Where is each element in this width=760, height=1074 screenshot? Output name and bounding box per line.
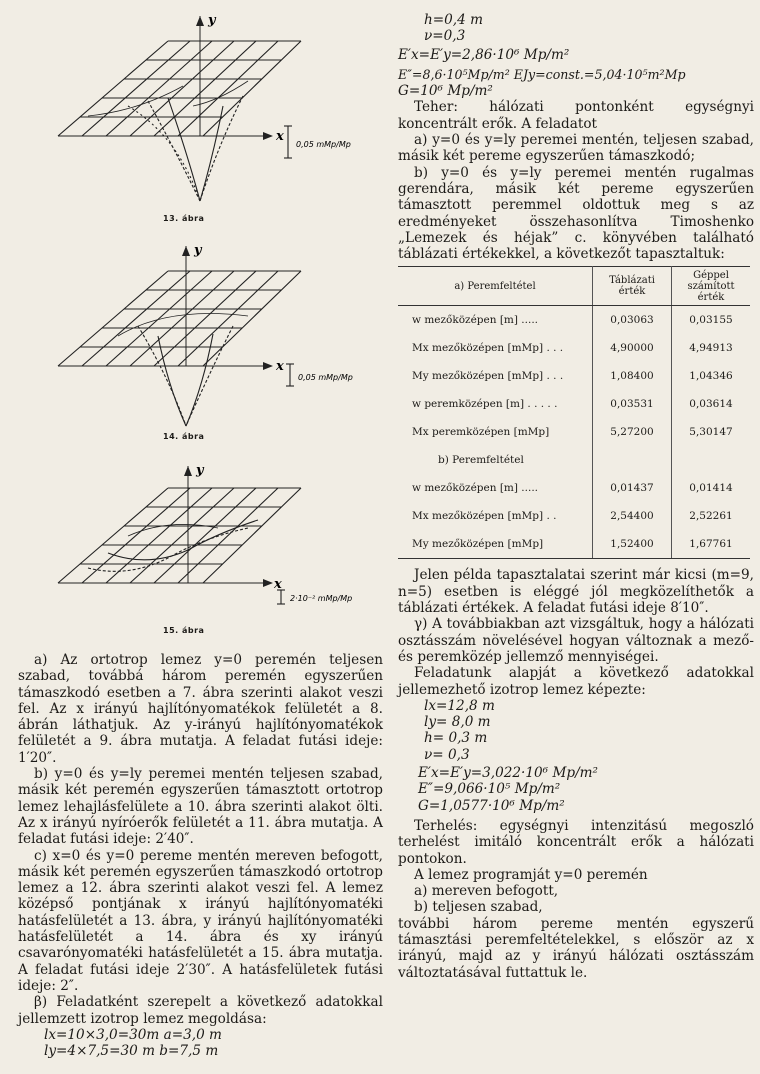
axis-y-label: y bbox=[194, 243, 202, 258]
equation-e2: E″=8,6·10⁵Mp/m² EJy=const.=5,04·10⁵m²Mp bbox=[398, 66, 686, 82]
equation-nu2: ν= 0,3 bbox=[424, 746, 470, 763]
table-row: Mx mezőközépen [mMp] . . . 4,90000 4,94913 bbox=[398, 334, 750, 362]
header-table-value: Táblázati érték bbox=[593, 267, 672, 306]
para-teher: Teher: hálózati pontonként egységnyi koncentrált erők. A feladatot bbox=[398, 99, 754, 132]
para-jelen: Jelen példa tapasztalatai szerint már kicsi (m=9, n=5) esetben is eléggé jól megközelíthetők a táblázati értékek. A feladat futási ideje 8′10″. bbox=[398, 567, 754, 617]
equation-ly2: ly= 8,0 m bbox=[424, 714, 491, 731]
header-computed-value: Géppel számított érték bbox=[672, 267, 751, 306]
para-b: b) y=0 és y=ly peremei mentén teljesen szabad, másik két peremén egyszerűen támasztott ortotrop lemez lehajlásfelülete a 10. ábra szerinti alakot ölti. Az x irányú nyíróerők felületét a 11. ábra mutatja. A feladat futási ideje: 2′40″. bbox=[18, 766, 383, 848]
equation-ly: ly=4×7,5=30 m b=7,5 m bbox=[44, 1043, 219, 1060]
para-beta: β) Feladatként szerepelt a következő adatokkal jellemzett izotrop lemez megoldása: bbox=[18, 994, 383, 1027]
right-column bbox=[398, 12, 754, 981]
equation-g: G=10⁶ Mp/m² bbox=[398, 83, 493, 100]
table-header bbox=[398, 267, 750, 306]
scale-label: 0,05 mMp/Mp bbox=[296, 140, 351, 149]
scale-label: 0,05 mMp/Mp bbox=[298, 373, 353, 382]
caption-13: 13. ábra bbox=[163, 214, 205, 223]
table-row: w mezőközépen [m] ..... 0,03063 0,03155 bbox=[398, 306, 750, 335]
table-row: w mezőközépen [m] ..... 0,01437 0,01414 bbox=[398, 474, 750, 502]
influence-surface-14 bbox=[18, 236, 383, 436]
equation-lx2: lx=12,8 m bbox=[424, 697, 495, 714]
table-section-b: b) Peremfeltétel bbox=[398, 446, 750, 474]
para-c: c) x=0 és y=0 pereme mentén mereven befogott, másik két peremén egyszerűen támaszkodó ortotrop lemez a 12. ábra szerinti alakot veszi fel. A lemez középső pontjának x irányú hajlítónyomatéki hatásfelületét a 13. ábra, y irányú hajlítónyomatéki hatásfelületét a 14. ábra és xy irányú csavarónyomatéki hatásfelületét a 15. ábra mutatja. A feladat futási ideje 2′30″. A hatásfelületek futási ideje: 2″. bbox=[18, 847, 383, 994]
influence-surface-13 bbox=[18, 6, 383, 216]
para-case-b: b) y=0 és y=ly peremei mentén rugalmas gerendára, másik két pereme egyszerűen támasztott peremmel oldottuk meg s az eredményeket összehasonlítva Timoshenko „Lemezek és héjak” c. könyvében található táblázati értékekkel, a következőt tapasztaltuk: bbox=[398, 164, 754, 263]
axis-x-label: x bbox=[274, 577, 282, 592]
equation-e22: E″=9,066·10⁵ Mp/m² bbox=[418, 781, 561, 798]
equation-nu: ν=0,3 bbox=[424, 28, 466, 45]
axis-x-label: x bbox=[276, 129, 284, 144]
table-row: Mx mezőközépen [mMp] . . 2,54400 2,52261 bbox=[398, 502, 750, 530]
comparison-table bbox=[398, 266, 750, 559]
influence-surface-15 bbox=[18, 458, 383, 618]
equation-lx: lx=10×3,0=30m a=3,0 m bbox=[44, 1026, 222, 1043]
para-tovabbi: további három pereme mentén egyszerű támasztási peremfeltételekkel, s először az x irányú, majd az y irányú hálózati osztásszám változtatásával futtattuk le. bbox=[398, 915, 754, 981]
para-case-a: a) y=0 és y=ly peremei mentén, teljesen szabad, másik két pereme egyszerűen támaszkodó; bbox=[398, 132, 754, 165]
table-row: My mezőközépen [mMp] 1,52400 1,67761 bbox=[398, 530, 750, 559]
axis-y-label: y bbox=[208, 13, 216, 28]
axis-x-label: x bbox=[276, 359, 284, 374]
para-terheles: Terhelés: egységnyi intenzitású megoszló terhelést imitáló koncentrált erők a hálózati pontokon. bbox=[398, 817, 754, 867]
equation-g2: G=1,0577·10⁶ Mp/m² bbox=[418, 797, 565, 814]
figure-15 bbox=[18, 458, 383, 618]
para-a: a) Az ortotrop lemez y=0 peremén teljesen szabad, továbbá három peremén egyszerűen támaszkodó esetben a 7. ábra szerinti alakot veszi fel. Az x irányú hajlítónyomatékok felületét a 8. ábrán láthatjuk. Az y-irányú hajlítónyomatékok felületét a 9. ábra mutatja. A feladat futási ideje: 1′20″. bbox=[18, 652, 383, 766]
caption-15: 15. ábra bbox=[163, 626, 205, 635]
equation-ex2: E′x=E′y=3,022·10⁶ Mp/m² bbox=[418, 765, 598, 782]
para-gamma: γ) A továbbiakban azt vizsgáltuk, hogy a hálózati osztásszám növelésével hogyan változnak a mező- és peremközép jellemző mennyiségei. bbox=[398, 616, 754, 665]
table-row: My mezőközépen [mMp] . . . 1,08400 1,04346 bbox=[398, 362, 750, 390]
caption-14: 14. ábra bbox=[163, 432, 205, 441]
table-row: w peremközépen [m] . . . . . 0,03531 0,03614 bbox=[398, 390, 750, 418]
equation-ex: E′x=E′y=2,86·10⁶ Mp/m² bbox=[398, 46, 570, 63]
figure-14 bbox=[18, 236, 383, 436]
equation-h: h=0,4 m bbox=[424, 12, 483, 28]
equation-h2: h= 0,3 m bbox=[424, 730, 488, 747]
figure-13 bbox=[18, 6, 383, 216]
axis-y-label: y bbox=[196, 463, 204, 478]
header-condition: a) Peremfeltétel bbox=[398, 267, 593, 306]
para-prog-a: a) mereven befogott, bbox=[414, 883, 559, 900]
table-row: Mx peremközépen [mMp] 5,27200 5,30147 bbox=[398, 418, 750, 446]
left-column bbox=[18, 652, 383, 1059]
scale-label: 2·10⁻² mMp/Mp bbox=[290, 594, 353, 603]
para-feladat: Feladatunk alapját a következő adatokkal jellemezhető izotrop lemez képezte: bbox=[398, 665, 754, 698]
para-prog-b: b) teljesen szabad, bbox=[414, 899, 543, 916]
para-program: A lemez programját y=0 peremén bbox=[414, 866, 648, 883]
